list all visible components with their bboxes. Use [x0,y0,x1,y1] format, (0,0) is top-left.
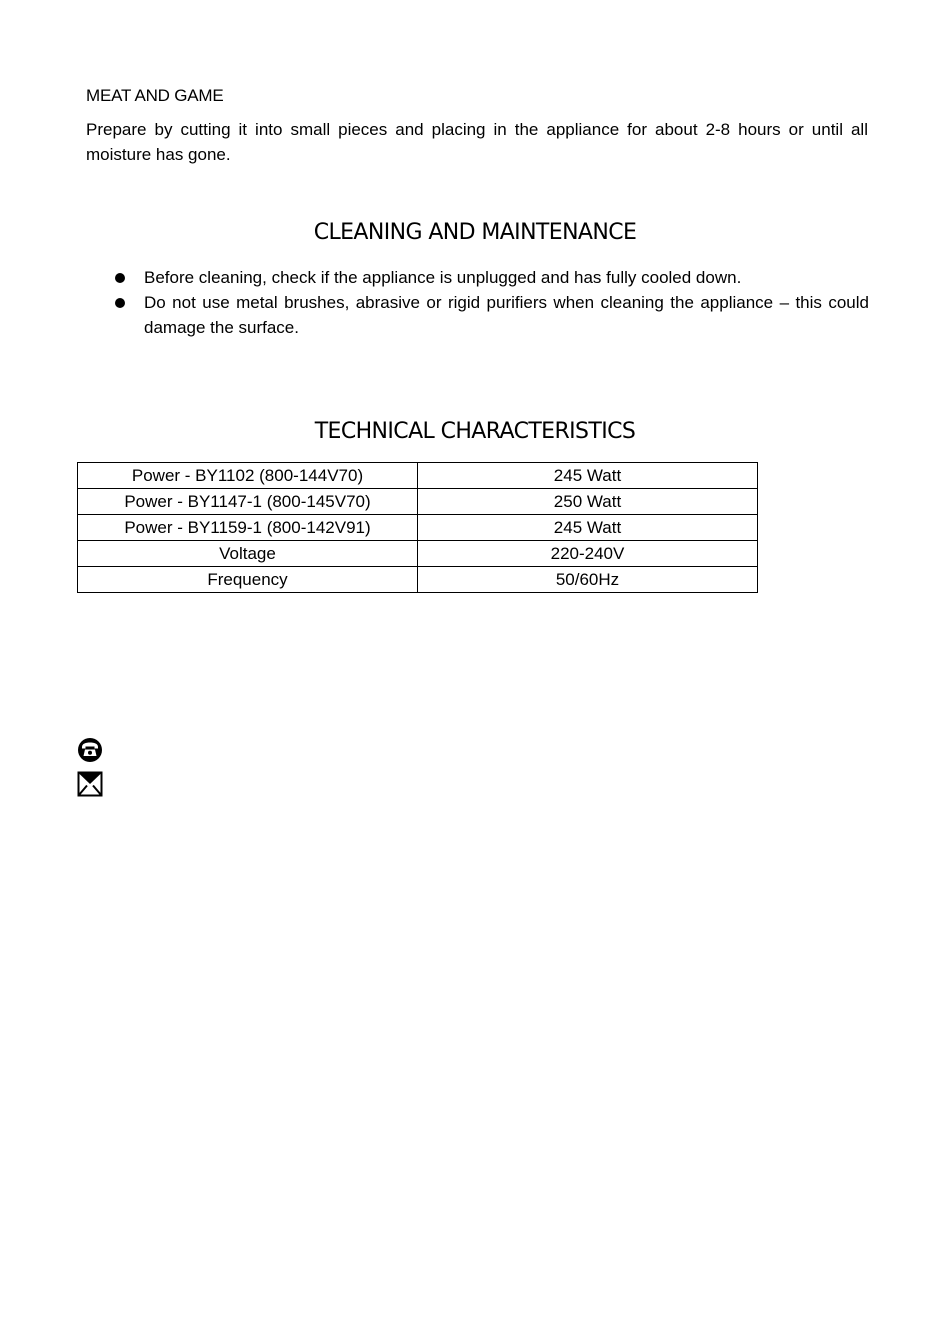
spec-value: 50/60Hz [418,567,758,593]
bullet-text: Do not use metal brushes, abrasive or rigid purifiers when cleaning the appliance – this could damage the surface. [144,293,869,337]
spec-label: Power - BY1159-1 (800-142V91) [78,515,418,541]
table-row [78,541,758,567]
spec-value: 250 Watt [418,489,758,515]
spec-label: Power - BY1102 (800-144V70) [78,463,418,489]
spec-label: Frequency [78,567,418,593]
cleaning-maintenance-title: CLEANING AND MAINTENANCE [313,220,637,245]
spec-label: Power - BY1147-1 (800-145V70) [78,489,418,515]
table-row [78,567,758,593]
telephone-icon [77,737,103,763]
specifications-table [77,462,758,593]
cleaning-bullet-list [113,265,869,340]
spec-label: Voltage [78,541,418,567]
spec-value: 220-240V [418,541,758,567]
spec-value: 245 Watt [418,515,758,541]
list-item [113,265,869,290]
meat-and-game-heading: MEAT AND GAME [86,86,224,105]
spec-value: 245 Watt [418,463,758,489]
meat-and-game-text: Prepare by cutting it into small pieces and placing in the appliance for about 2-8 hours or until all moisture has gone. [86,120,868,164]
list-item [113,290,869,340]
bullet-icon [115,273,125,283]
technical-characteristics-title: TECHNICAL CHARACTERISTICS [314,419,636,444]
bullet-icon [115,298,125,308]
table-row [78,489,758,515]
envelope-icon [77,771,103,797]
table-row [78,463,758,489]
bullet-text: Before cleaning, check if the appliance is unplugged and has fully cooled down. [144,268,742,287]
table-row [78,515,758,541]
